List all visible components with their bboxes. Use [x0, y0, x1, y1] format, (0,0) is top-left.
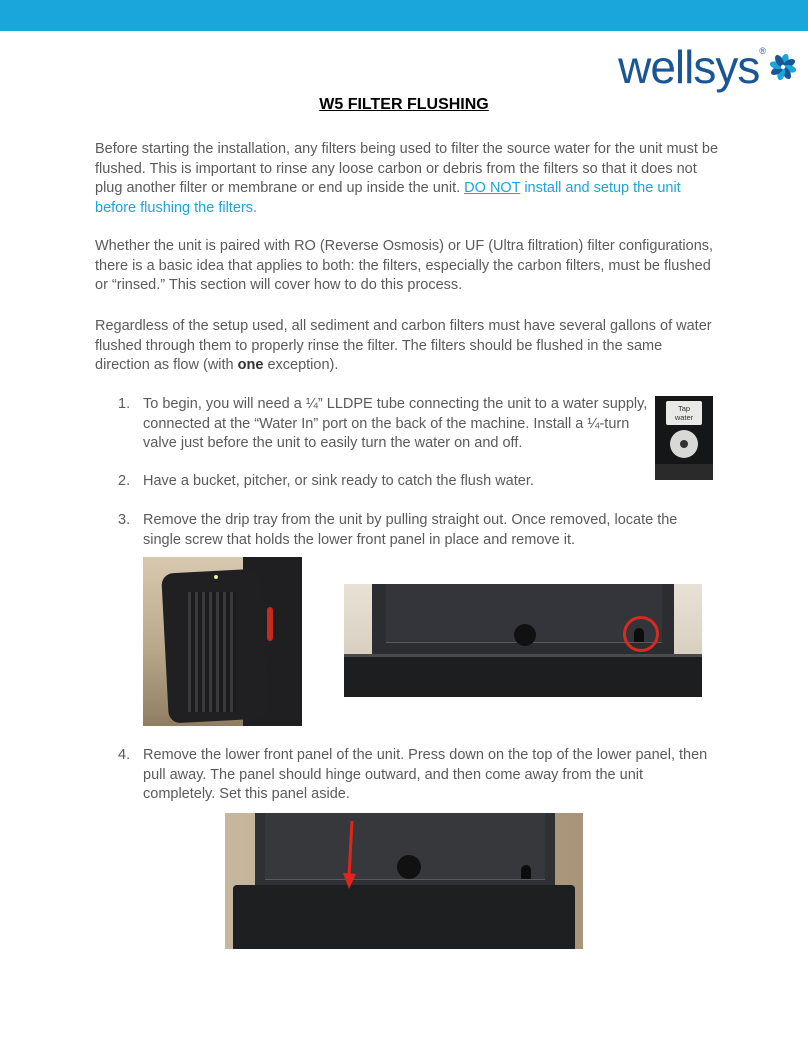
panel-screw-photo	[344, 584, 702, 697]
step-number: 4.	[118, 747, 131, 763]
step-number: 2.	[118, 473, 131, 489]
intro-text: Before starting the installation, any filters being used to filter the source water for the unit must be flushed. This is important to rinse any loose carbon or debris from the filters so that it does not plug another filter or membrane or end up inside the unit.	[95, 141, 719, 196]
drain-hole	[514, 624, 536, 646]
water-label-line: water	[674, 413, 694, 422]
step-text: Have a bucket, pitcher, or sink ready to catch the flush water.	[143, 473, 534, 489]
paired-paragraph: Whether the unit is paired with RO (Reverse Osmosis) or UF (Ultra filtration) filter configurations, there is a basic idea that applies to both: the filters, especially the carbon filters, must be flushed or “rinsed.” This section will cover how to do this process.	[95, 238, 714, 293]
step-text: Remove the lower front panel of the unit. Press down on the top of the lower panel, then pull away. The panel should hinge outward, and then come away from the unit completely. Set this panel aside.	[143, 747, 708, 802]
flower-icon	[768, 52, 798, 82]
regardless-text: Regardless of the setup used, all sediment and carbon filters must have several gallons of water flushed through them to properly rinse the filter. The filters should be flushed in the same direction as flow (with	[95, 318, 712, 373]
step-text: Remove the drip tray from the unit by pulling straight out. Once removed, locate the single screw that holds the lower front panel in place and remove it.	[143, 512, 678, 548]
arrow-down-icon	[340, 821, 360, 891]
step-number: 3.	[118, 512, 131, 528]
list-item	[118, 511, 708, 550]
regardless-text-end: exception).	[267, 357, 339, 373]
warning-text: install and setup the unit before flushing the filters.	[95, 180, 681, 216]
port-hole	[680, 440, 688, 448]
do-not-link[interactable]: DO NOT	[464, 180, 521, 196]
logo-registered-mark: ®	[759, 46, 766, 56]
lower-panel	[344, 656, 702, 697]
logo-text: wellsys	[618, 41, 760, 93]
tray-grate	[188, 592, 236, 712]
step-number: 1.	[118, 396, 131, 412]
lower-panel-photo	[225, 813, 583, 949]
step-text: To begin, you will need a ¼” LLDPE tube connecting the unit to a water supply, connected at the “Water In” port on the back of the machine. Install a ¼-turn valve just before the unit to easily turn the water on and off.	[143, 396, 648, 451]
drain-hole	[397, 855, 421, 879]
regardless-paragraph	[95, 317, 720, 376]
tap-label-line: Tap	[677, 404, 691, 413]
list-item	[118, 746, 708, 805]
tap-water-label	[666, 401, 702, 425]
lower-panel	[233, 885, 575, 949]
one-emphasis: one	[237, 357, 264, 373]
header-bar	[0, 0, 808, 31]
screw-slot	[521, 865, 531, 879]
list-item	[118, 395, 648, 454]
wellsys-logo	[618, 40, 798, 94]
list-item	[118, 472, 758, 492]
page-title: W5 FILTER FLUSHING	[319, 96, 489, 113]
tap-water-photo	[655, 396, 713, 480]
drip-tray-photo	[143, 557, 302, 726]
intro-paragraph	[95, 140, 720, 218]
red-tab	[267, 607, 273, 641]
red-highlight-circle	[623, 616, 659, 652]
